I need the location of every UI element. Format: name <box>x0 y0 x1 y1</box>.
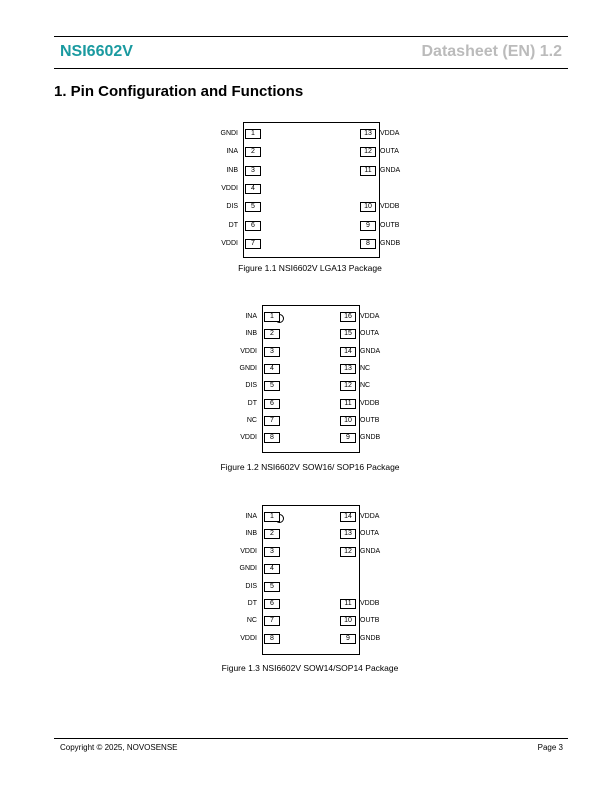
pin-name: NC <box>360 364 371 372</box>
pin-number-box: 7 <box>245 239 261 249</box>
pin-number-box: 12 <box>340 381 356 391</box>
copyright: Copyright © 2025, NOVOSENSE <box>60 743 178 752</box>
footer-rule <box>54 738 568 739</box>
product-name: NSI6602V <box>60 43 133 60</box>
pin-number-box: 9 <box>340 433 356 443</box>
pin-name: VDDI <box>240 634 257 642</box>
header-top-rule <box>54 36 568 37</box>
pin-number-box: 9 <box>340 634 356 644</box>
pin-number-box: 8 <box>264 433 280 443</box>
pin-name: GNDI <box>239 364 257 372</box>
pin-number-box: 2 <box>245 147 261 157</box>
pin-number-box: 10 <box>340 616 356 626</box>
pin-number-box: 12 <box>360 147 376 157</box>
figure-caption: Figure 1.3 NSI6602V SOW14/SOP14 Package <box>221 663 399 673</box>
pin-name: VDDB <box>360 600 380 607</box>
pin-number-box: 3 <box>264 347 280 357</box>
pin-name: OUTA <box>380 148 399 156</box>
pin-number-box: 15 <box>340 329 356 339</box>
pin-number-box: 13 <box>340 364 356 374</box>
pin-number-box: 11 <box>360 166 376 176</box>
pin-name: OUTA <box>360 330 379 338</box>
pin-name: GNDA <box>360 347 381 355</box>
pin-number-box: 5 <box>264 582 280 592</box>
pin-name: GNDI <box>220 130 238 137</box>
pin-name: VDDA <box>360 313 380 320</box>
figure-caption: Figure 1.2 NSI6602V SOW16/ SOP16 Package <box>220 462 400 472</box>
pin-number-box: 10 <box>360 202 376 212</box>
page-number: Page 3 <box>537 743 563 752</box>
pin-name: DT <box>247 600 257 607</box>
pin-name: GNDB <box>360 434 381 442</box>
pin-number-box: 6 <box>245 221 261 231</box>
pin-number-box: 5 <box>245 202 261 212</box>
pin-name: INB <box>245 330 257 338</box>
header-bottom-rule <box>54 68 568 69</box>
pin-name: INB <box>245 530 257 538</box>
pin-name: VDDA <box>380 130 400 137</box>
pin-name: NC <box>360 382 371 390</box>
pin-name: VDDI <box>240 347 257 355</box>
pin-number-box: 12 <box>340 547 356 557</box>
pin-number-box: 6 <box>264 599 280 609</box>
pin-name: INA <box>245 313 257 320</box>
pin-name: GNDI <box>239 565 257 573</box>
package-body <box>243 122 380 258</box>
pin-number-box: 4 <box>264 564 280 574</box>
pin-number-box: 2 <box>264 529 280 539</box>
pin-number-box: 3 <box>264 547 280 557</box>
pin-name: DT <box>228 221 238 229</box>
pin-name: VDDI <box>240 434 257 442</box>
pin-name: NC <box>246 416 257 424</box>
pin-name: VDDB <box>360 399 380 407</box>
pin-number-box: 3 <box>245 166 261 176</box>
pin-name: DT <box>247 399 257 407</box>
pin-number-box: 10 <box>340 416 356 426</box>
pin-name: VDDA <box>360 513 380 520</box>
pin-number-box: 4 <box>264 364 280 374</box>
pin-name: VDDI <box>221 184 238 192</box>
pin-name: GNDB <box>360 634 381 642</box>
pin-name: DIS <box>226 203 238 211</box>
pin-number-box: 13 <box>340 529 356 539</box>
package-body <box>262 505 360 655</box>
pin-number-box: 2 <box>264 329 280 339</box>
package-body <box>262 305 360 453</box>
pin-number-box: 9 <box>360 221 376 231</box>
pin-number-box: 14 <box>340 512 356 522</box>
pin-number-box: 16 <box>340 312 356 322</box>
pin-name: INA <box>226 148 238 156</box>
pin-number-box: 8 <box>360 239 376 249</box>
pin-name: OUTB <box>380 221 400 229</box>
pin-number-box: 8 <box>264 634 280 644</box>
pin-number-box: 13 <box>360 129 376 139</box>
pin-number-box: 4 <box>245 184 261 194</box>
pin-name: NC <box>246 617 257 625</box>
pin-name: DIS <box>245 582 257 590</box>
pin-name: INA <box>245 513 257 520</box>
doc-version: Datasheet (EN) 1.2 <box>421 43 562 60</box>
pin-number-box: 14 <box>340 347 356 357</box>
pin-number-box: 11 <box>340 599 356 609</box>
pin-number-box: 7 <box>264 416 280 426</box>
pin-number-box: 5 <box>264 381 280 391</box>
pin-name: VDDB <box>380 203 400 211</box>
pin-number-box: 11 <box>340 399 356 409</box>
pin-name: OUTB <box>360 617 380 625</box>
pin-name: GNDA <box>380 166 401 174</box>
pin-name: GNDB <box>380 239 401 247</box>
pin-name: VDDI <box>240 547 257 555</box>
pin-name: INB <box>226 166 238 174</box>
pin-number-box: 1 <box>264 512 280 522</box>
figure-caption: Figure 1.1 NSI6602V LGA13 Package <box>238 263 382 273</box>
pin-name: VDDI <box>221 239 238 247</box>
section-title: 1. Pin Configuration and Functions <box>54 83 304 100</box>
pin-number-box: 7 <box>264 616 280 626</box>
pin-number-box: 1 <box>264 312 280 322</box>
pin-name: OUTA <box>360 530 379 538</box>
pin-name: DIS <box>245 382 257 390</box>
pin-name: OUTB <box>360 416 380 424</box>
pin-number-box: 6 <box>264 399 280 409</box>
pin-name: GNDA <box>360 547 381 555</box>
pin-number-box: 1 <box>245 129 261 139</box>
